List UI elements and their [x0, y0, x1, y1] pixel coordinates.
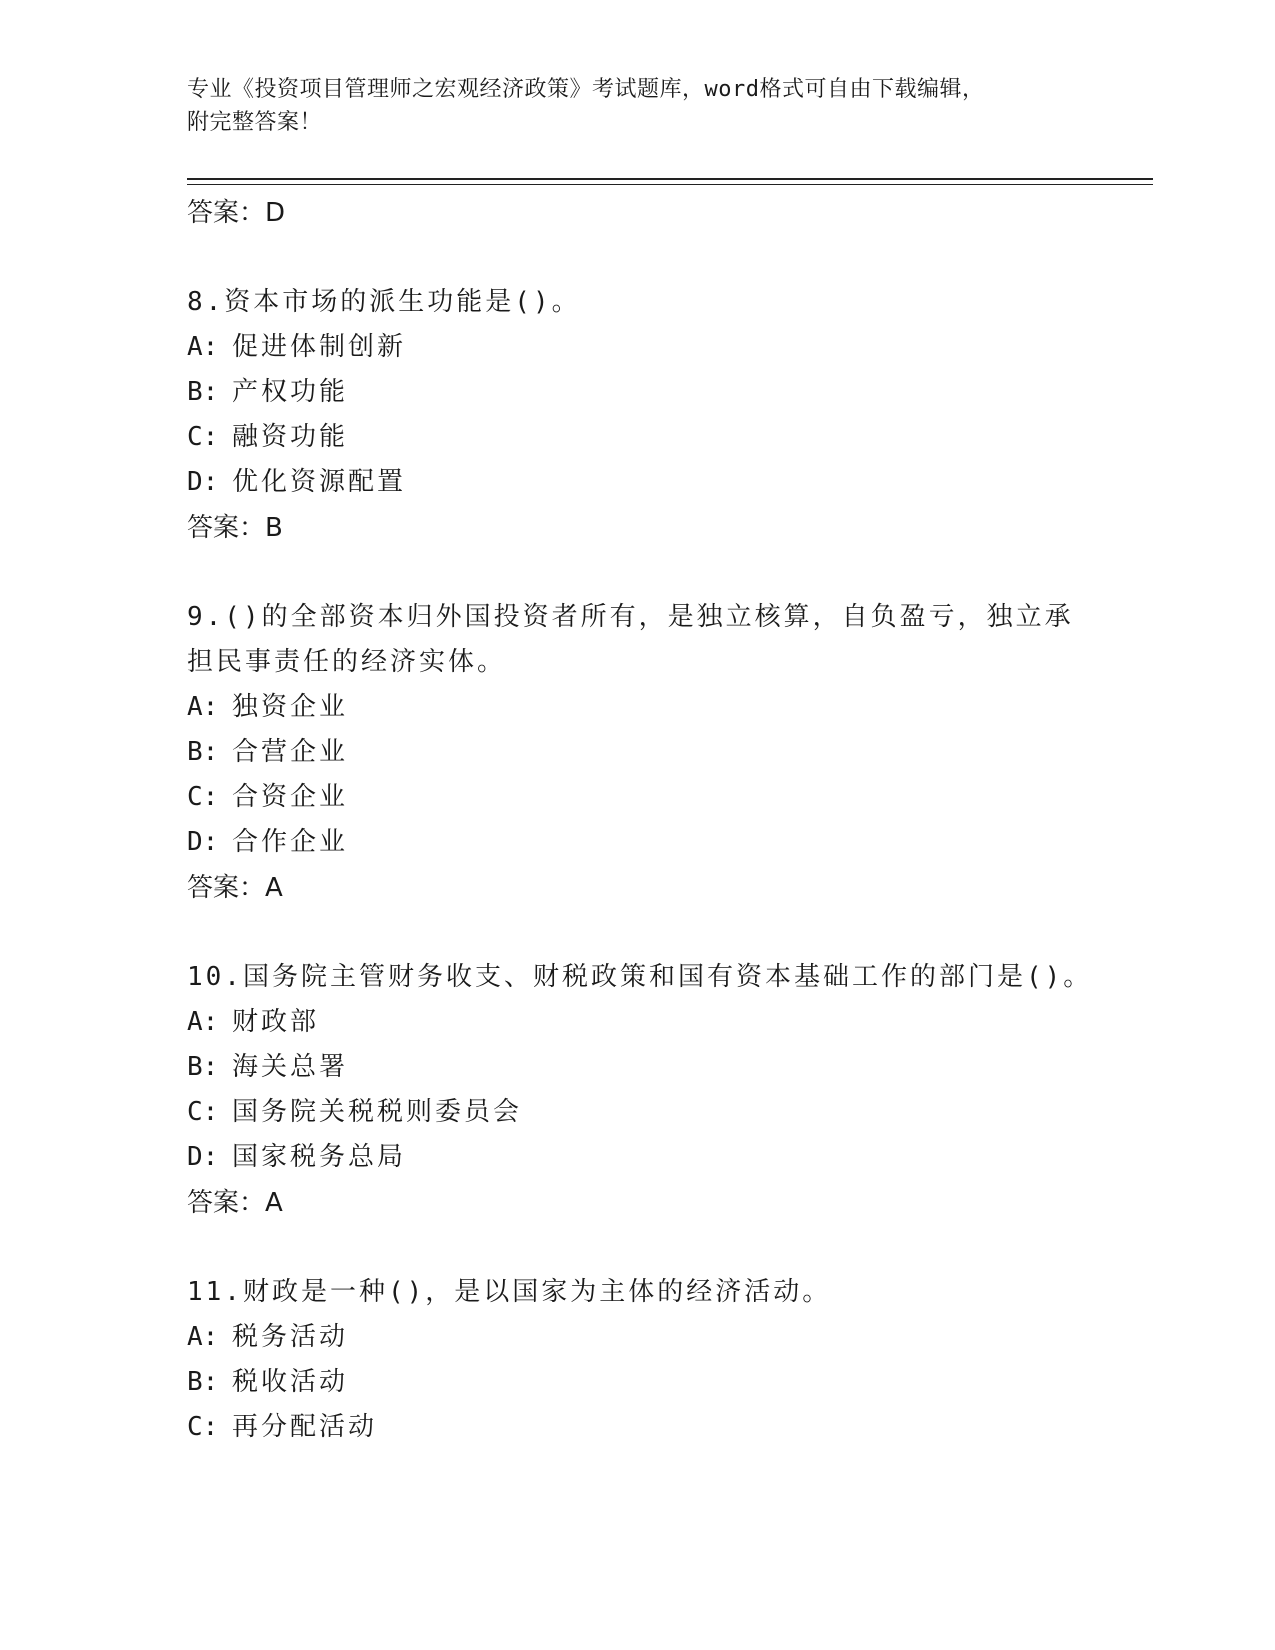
option-item [187, 775, 1153, 820]
option-item [187, 1045, 1153, 1090]
option-text: 国家税务总局 [232, 1142, 407, 1172]
question-block [187, 595, 1153, 911]
option-text: 税收活动 [232, 1367, 349, 1397]
answer-line: 答案：B [187, 513, 283, 543]
option-text: 独资企业 [232, 692, 349, 722]
option-text: 海关总署 [232, 1052, 349, 1082]
option-item [187, 1090, 1153, 1135]
option-item [187, 1135, 1153, 1180]
question-text: 10.国务院主管财务收支、财税政策和国有资本基础工作的部门是()。 [187, 962, 1093, 992]
option-label: B: [187, 737, 219, 767]
option-label: D: [187, 827, 219, 857]
option-label: D: [187, 467, 219, 497]
option-label: A: [187, 1007, 219, 1037]
option-label: A: [187, 692, 219, 722]
question-text: 9.()的全部资本归外国投资者所有，是独立核算，自负盈亏，独立承 [187, 602, 1074, 632]
question-block [187, 280, 1153, 551]
option-item [187, 460, 1153, 505]
option-text: 合作企业 [232, 827, 349, 857]
option-text: 税务活动 [232, 1322, 349, 1352]
option-label: C: [187, 422, 219, 452]
answer-line: 答案：A [187, 873, 283, 903]
option-item [187, 685, 1153, 730]
option-text: 促进体制创新 [232, 332, 407, 362]
option-text: 合营企业 [232, 737, 349, 767]
header-line-1: 专业《投资项目管理师之宏观经济政策》考试题库，word格式可自由下载编辑， [187, 77, 985, 102]
document-header [187, 73, 1087, 139]
option-text: 产权功能 [232, 377, 349, 407]
question-text: 担民事责任的经济实体。 [187, 647, 507, 677]
option-label: B: [187, 377, 219, 407]
question-block [187, 955, 1153, 1226]
option-label: A: [187, 332, 219, 362]
question-text: 11.财政是一种()，是以国家为主体的经济活动。 [187, 1277, 832, 1307]
option-label: B: [187, 1052, 219, 1082]
option-label: B: [187, 1367, 219, 1397]
question-list [187, 190, 1153, 1450]
option-item [187, 415, 1153, 460]
option-item [187, 820, 1153, 865]
answer-line: 答案：D [187, 198, 286, 228]
option-item [187, 730, 1153, 775]
option-label: C: [187, 1412, 219, 1442]
option-text: 融资功能 [232, 422, 349, 452]
question-text: 8.资本市场的派生功能是()。 [187, 287, 581, 317]
option-label: A: [187, 1322, 219, 1352]
option-label: C: [187, 782, 219, 812]
option-label: C: [187, 1097, 219, 1127]
answer-line: 答案：A [187, 1188, 283, 1218]
option-text: 国务院关税税则委员会 [232, 1097, 523, 1127]
header-rule-thin [187, 184, 1153, 185]
question-block [187, 1270, 1153, 1450]
option-text: 合资企业 [232, 782, 349, 812]
option-item [187, 370, 1153, 415]
option-text: 财政部 [232, 1007, 320, 1037]
option-item [187, 1315, 1153, 1360]
header-rule-thick [187, 178, 1153, 180]
option-item [187, 1360, 1153, 1405]
option-text: 再分配活动 [232, 1412, 378, 1442]
option-item [187, 325, 1153, 370]
option-label: D: [187, 1142, 219, 1172]
option-text: 优化资源配置 [232, 467, 407, 497]
header-line-2: 附完整答案！ [187, 110, 323, 135]
option-item [187, 1405, 1153, 1450]
option-item [187, 1000, 1153, 1045]
